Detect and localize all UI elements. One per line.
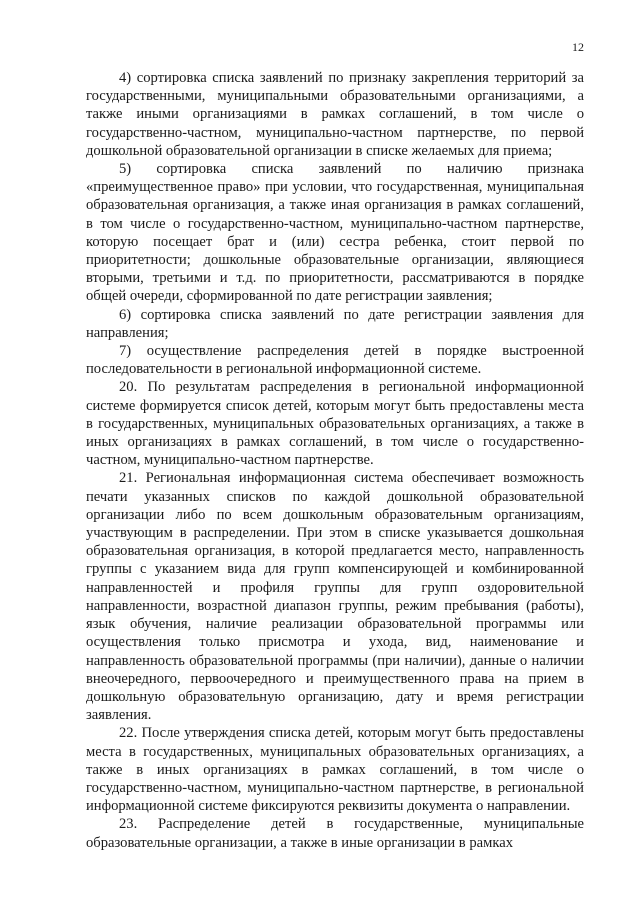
paragraph-item-7: 7) осуществление распределения детей в порядке выстроенной последовательности в региональной информационной системе.	[86, 343, 584, 378]
paragraph-clause-21: 21. Региональная информационная система обеспечивает возможность печати указанных списков по каждой дошкольной образовательной организации либо по всем дошкольным образовательным организациям, участвующим в распределении. При этом в списке указывается дошкольная образовательная организация, в которой предлагается место, направленность группы с указанием вида для групп компенсирующей и комбинированной направленностей и профиля группы для групп оздоровительной направленности, возрастной диапазон группы, режим пребывания (работы), язык обучения, наличие реализации образовательной программы или осуществления только присмотра и ухода, вид, наименование и направленность образовательной программы (при наличии), данные о наличии внеочередного, первоочередного и преимущественного права на прием в дошкольную образовательную организацию, дату и время регистрации заявления.	[86, 470, 584, 724]
paragraph-item-4: 4) сортировка списка заявлений по признаку закрепления территорий за государственными, муниципальными образовательными организациями, а также иными организациями в рамках соглашений, в том числе о государственно-частном, муниципально-частном партнерстве, по первой дошкольной образовательной организации в списке желаемых для приема;	[86, 70, 584, 159]
paragraph-clause-20: 20. По результатам распределения в региональной информационной системе формируется список детей, которым могут быть предоставлены места в государственных, муниципальных образовательных организациях, а также в иных организациях в рамках соглашений, в том числе о государственно-частном, муниципально-частном партнерстве.	[86, 379, 584, 469]
document-text	[86, 69, 584, 852]
paragraph-item-5: 5) сортировка списка заявлений по наличию признака «преимущественное право» при условии, что государственная, муниципальная образовательная организация, а также иная организация в рамках соглашений, в том числе о государственно-частном, муниципально-частном партнерстве, которую посещает брат и (или) сестра ребенка, стоит первой по приоритетности; дошкольные образовательные организации, являющиеся вторыми, третьими и т.д. по приоритетности, рассматриваются в порядке общей очереди, сформированной по дате регистрации заявления;	[86, 161, 584, 305]
paragraph-clause-23: 23. Распределение детей в государственные, муниципальные образовательные организации, а также в иные организации в рамках	[86, 816, 584, 851]
paragraph-clause-22: 22. После утверждения списка детей, которым могут быть предоставлены места в государственных, муниципальных образовательных организациях, а также в иных организациях в рамках соглашений, в том числе о государственно-частном, муниципально-частном партнерстве, в региональной информационной системе фиксируются реквизиты документа о направлении.	[86, 725, 584, 815]
paragraph-item-6: 6) сортировка списка заявлений по дате регистрации заявления для направления;	[86, 306, 584, 341]
page-number: 12	[572, 40, 584, 54]
